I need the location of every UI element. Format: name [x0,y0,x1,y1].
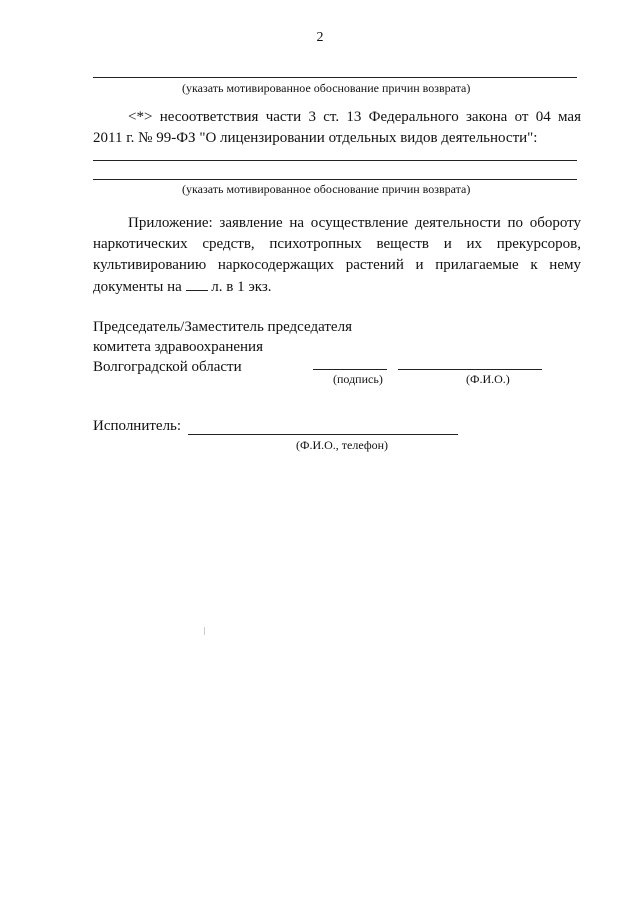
clause-line-1: <*> несоответствия части 3 ст. 13 Федерального закона от 04 мая [128,109,581,125]
executor-label: Исполнитель: [93,418,182,434]
name-caption: (Ф.И.О.) [466,372,510,386]
return-reason-caption-1: (указать мотивированное обоснование причин возврата) [182,81,471,95]
appendix-paragraph [93,213,581,298]
signatory-committee: комитета здравоохранения [93,339,263,355]
signatory-block [93,317,352,377]
clause-paragraph [93,107,581,149]
return-reason-caption-2: (указать мотивированное обоснование причин возврата) [182,182,471,196]
appendix-line-4 [93,276,581,298]
appendix-line-2: наркотических средств, психотропных веществ и их прекурсоров, [93,236,581,252]
appendix-line-1: Приложение: заявление на осуществление деятельности по обороту [128,215,581,231]
clause-line-2: 2011 г. № 99-ФЗ "О лицензировании отдельных видов деятельности": [93,130,538,146]
signature-caption: (подпись) [333,372,383,386]
appendix-copies-label: л. в 1 экз. [211,279,272,295]
return-reason-line-1[interactable] [93,77,577,78]
appendix-line-3: культивированию наркосодержащих растений и прилагаемые к нему [93,257,581,273]
signatory-region: Волгоградской области [93,359,242,375]
executor-caption: (Ф.И.О., телефон) [296,438,389,452]
return-reason-line-2[interactable] [93,160,577,161]
executor-line[interactable] [188,434,458,435]
scan-speck [204,627,205,635]
name-line[interactable] [398,369,542,370]
return-reason-line-3[interactable] [93,179,577,180]
page-number: 2 [316,30,324,45]
sheet-count-blank[interactable] [186,276,208,291]
appendix-documents-label: документы на [93,279,182,295]
signatory-title: Председатель/Заместитель председателя [93,319,352,335]
signature-line[interactable] [313,369,387,370]
